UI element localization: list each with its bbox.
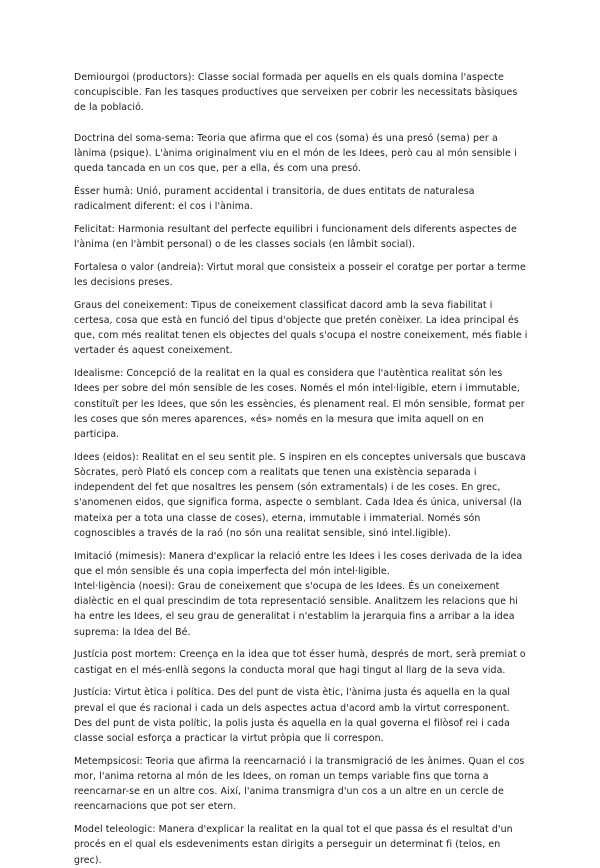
glossary-entry-esser-huma: Ésser humà: Unió, purament accidental i transitoria, de dues entitats de naturalesa radicalment diferent: el cos i l'ànima. [74,185,475,213]
glossary-entry-justicia-post-mortem: Justícia post mortem: Creença en la idea que tot ésser humà, després de mort, serà premiat o castigat en el més-enllà segons la conducta moral que hagi tingut al llarg de la seva vida. [74,649,526,676]
glossary-entry-intelligencia: Intel·ligència (noesi): Grau de coneixement que s'ocupa de les Idees. És un coneixement dialèctic en el qual prescindim de tota representació sensible. Analitzem les relacions que hi ha entre les Idees, el seu grau de generalitat i n'establim la jerarquia fins a arribar a la idea suprema: la Idea del Bé. [74,581,518,638]
glossary-entry-demiourgoi: Demiourgoi (productors): Classe social formada per aquells en els quals domina l'aspecte concupiscible. Fan les tasques productives que serveixen per cobrir les necessitats bàsiques de la població. [74,72,518,114]
glossary-entry-felicitat: Felicitat: Harmonia resultant del perfecte equilibri i funcionament dels diferents aspectes de l'ànima (en l'àmbit personal) o de les classes socials (en lâmbit social). [74,223,517,251]
glossary-entry-graus-coneixement: Graus del coneixement: Tipus de coneixement classificat dacord amb la seva fiabilitat i certesa, cosa que està en funció del tipus d'objecte que pretén conèixer. La idea principal és que, com més realitat tenen els objectes del quals s'ocupa el nostre coneixement, més fiable i vertader és aquest coneixement. [74,299,528,357]
glossary-entry-metempsicosi: Metempsicosi: Teoria que afirma la reencarnació i la transmigració de les ànimes. Quan el cos mor, l'anima retorna al món de les Idees, on roman un temps variable fins que torna a reencarnar-se en un altre cos. Així, l'anima transmigra d'un cos a un altre en un cercle de reencarnacions que pot ser etern. [74,755,525,813]
glossary-entry-justicia: Justícia: Virtut ètica i política. Des del punt de vista ètic, l'ànima justa és aquella en la qual preval el que és racional i cada un dels aspectes actua d'acord amb la virtut corresponent. Des del punt de vista polític, la polis justa és aquella en la qual governa el filòsof rei i cada classe social esforça a practicar la virtut pròpia que li correspon. [74,687,511,745]
glossary-entry-model-teleologic: Model teleologic: Manera d'explicar la realitat en la qual tot el que passa és el resultat d'un procés en el qual els esdeveniments estan dirigits a perseguir un determinat fi (telos, en grec). [74,824,513,866]
glossary-entry-soma-sema: Doctrina del soma-sema: Teoria que afirma que el cos (soma) és una presó (sema) per a lànima (psique). L'ànima originalment viu en el món de les Idees, però cau al món sensible i queda tancada en un cos que, per a ella, és com una presó. [74,132,517,175]
glossary-entry-fortalesa: Fortalesa o valor (andreia): Virtut moral que consisteix a posseir el coratge per portar a terme les decisions preses. [74,261,526,289]
glossary-entry-imitacio: Imitació (mimesis): Manera d'explicar la relació entre les Idees i les coses derivada de la idea que el món sensible és una copia imperfecta del món intel·ligible. [74,550,523,577]
glossary-entry-idees: Idees (eidos): Realitat en el seu sentit ple. S inspiren en els conceptes universals que buscava Sòcrates, però Plató els concep com a realitats que tenen una existència separada i independent del fet que nosaltres les pensem (són extramentals) i de les coses. En grec, s'anomenen eidos, que significa forma, aspecte o semblant. Cada Idea és única, universal (la mateixa per a tota una classe de coses), eterna, immutable i immaterial. Només són cognoscibles a través de la raó (no són una realitat sensible, sinó intel.ligible). [74,451,526,539]
glossary-entry-idealisme: Idealisme: Concepció de la realitat en la qual es considera que l'autèntica realitat són les Idees per sobre del món sensible de les coses. Només el món intel·ligible, etern i immutable, constituït per les Idees, que són les essències, és plenament real. El món sensible, format per les coses que són meres aparences, «és» només en la mesura que imita aquell on en participa. [74,368,525,441]
